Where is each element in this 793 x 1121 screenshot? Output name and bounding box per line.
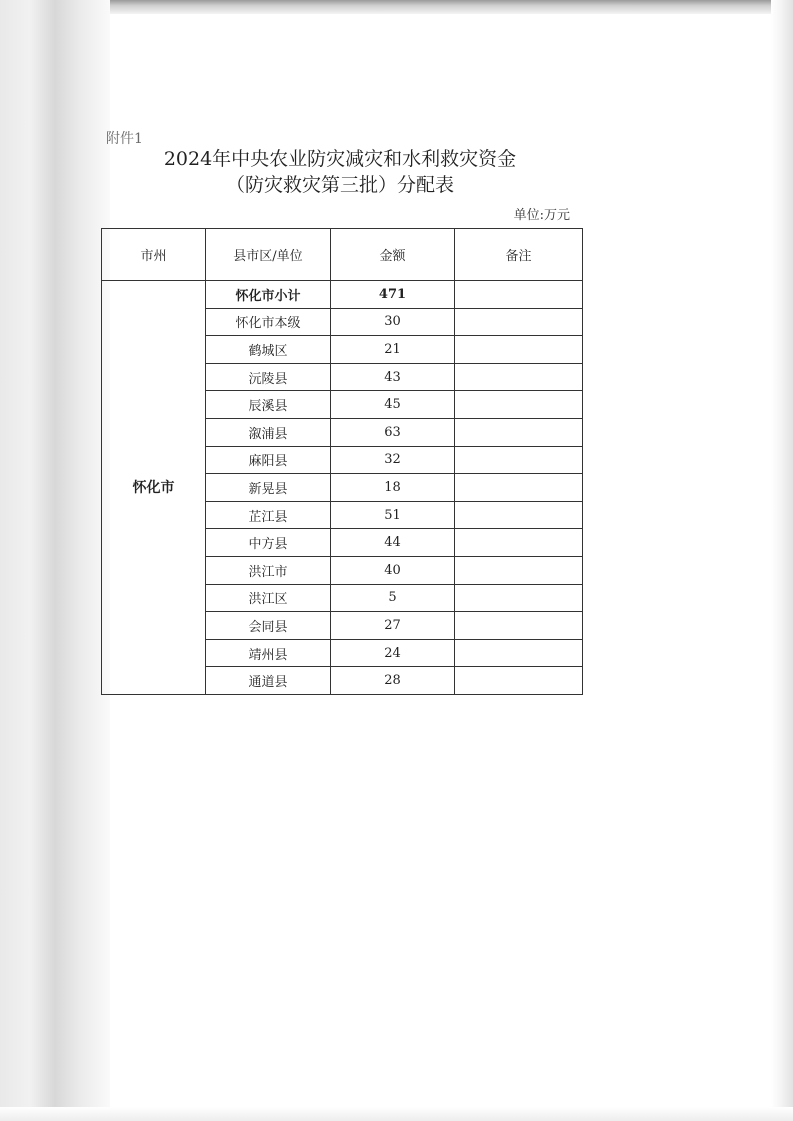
remark-cell bbox=[455, 667, 583, 695]
attachment-label: 附件1 bbox=[106, 131, 143, 147]
remark-cell bbox=[455, 556, 583, 584]
header-remark: 备注 bbox=[455, 229, 583, 281]
allocation-table bbox=[101, 228, 583, 695]
header-city: 市州 bbox=[102, 229, 206, 281]
remark-cell bbox=[455, 418, 583, 446]
document-title-line-2: （防灾救灾第三批）分配表 bbox=[225, 174, 454, 196]
table-body bbox=[102, 281, 583, 695]
remark-cell bbox=[455, 281, 583, 309]
remark-cell bbox=[455, 474, 583, 502]
county-cell: 洪江区 bbox=[206, 584, 331, 612]
remark-cell bbox=[455, 584, 583, 612]
scan-shadow-bottom bbox=[0, 1107, 793, 1121]
amount-cell: 44 bbox=[331, 529, 455, 557]
county-cell: 怀化市本级 bbox=[206, 308, 331, 336]
amount-cell: 21 bbox=[331, 336, 455, 364]
remark-cell bbox=[455, 501, 583, 529]
county-cell: 溆浦县 bbox=[206, 418, 331, 446]
table-header-row bbox=[102, 229, 583, 281]
county-cell: 鹤城区 bbox=[206, 336, 331, 364]
scan-shadow-left bbox=[0, 0, 110, 1121]
county-cell: 中方县 bbox=[206, 529, 331, 557]
remark-cell bbox=[455, 446, 583, 474]
amount-cell: 18 bbox=[331, 474, 455, 502]
remark-cell bbox=[455, 612, 583, 640]
county-cell: 辰溪县 bbox=[206, 391, 331, 419]
amount-cell: 30 bbox=[331, 308, 455, 336]
table-row bbox=[102, 281, 583, 309]
document-title bbox=[150, 146, 530, 198]
amount-cell: 5 bbox=[331, 584, 455, 612]
city-cell: 怀化市 bbox=[102, 281, 206, 695]
amount-cell: 63 bbox=[331, 418, 455, 446]
amount-cell: 40 bbox=[331, 556, 455, 584]
county-cell: 靖州县 bbox=[206, 639, 331, 667]
county-cell: 通道县 bbox=[206, 667, 331, 695]
county-cell: 沅陵县 bbox=[206, 363, 331, 391]
county-cell: 芷江县 bbox=[206, 501, 331, 529]
county-cell: 新晃县 bbox=[206, 474, 331, 502]
county-cell: 会同县 bbox=[206, 612, 331, 640]
unit-label: 单位:万元 bbox=[513, 208, 570, 223]
header-county: 县市区/单位 bbox=[206, 229, 331, 281]
scan-shadow-right bbox=[771, 0, 793, 1121]
remark-cell bbox=[455, 363, 583, 391]
amount-cell: 32 bbox=[331, 446, 455, 474]
document-title-line-1: 2024年中央农业防灾减灾和水利救灾资金 bbox=[163, 148, 517, 170]
amount-cell: 471 bbox=[331, 281, 455, 309]
remark-cell bbox=[455, 639, 583, 667]
amount-cell: 27 bbox=[331, 612, 455, 640]
scan-shadow-top bbox=[0, 0, 793, 14]
remark-cell bbox=[455, 308, 583, 336]
amount-cell: 28 bbox=[331, 667, 455, 695]
county-cell: 麻阳县 bbox=[206, 446, 331, 474]
county-cell: 洪江市 bbox=[206, 556, 331, 584]
remark-cell bbox=[455, 391, 583, 419]
amount-cell: 51 bbox=[331, 501, 455, 529]
header-amount: 金额 bbox=[331, 229, 455, 281]
remark-cell bbox=[455, 529, 583, 557]
remark-cell bbox=[455, 336, 583, 364]
amount-cell: 45 bbox=[331, 391, 455, 419]
amount-cell: 24 bbox=[331, 639, 455, 667]
county-cell: 怀化市小计 bbox=[206, 281, 331, 309]
amount-cell: 43 bbox=[331, 363, 455, 391]
